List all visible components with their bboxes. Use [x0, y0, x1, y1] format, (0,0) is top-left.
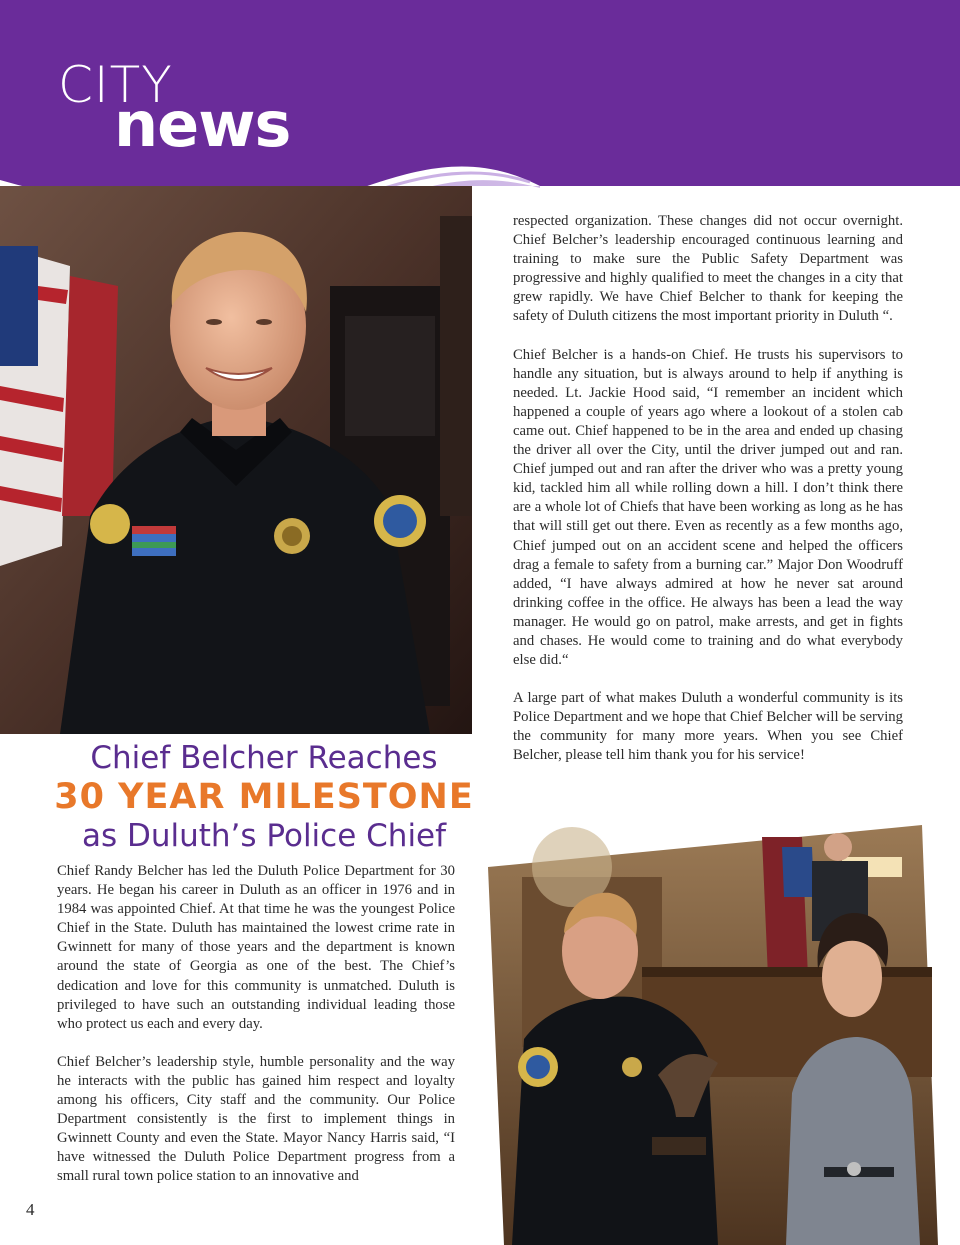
chief-portrait-photo: [0, 186, 472, 734]
headline-line-2: 30 YEAR MILESTONE: [54, 777, 474, 817]
award-ceremony-photo: [482, 817, 944, 1245]
article-headline: [40, 738, 488, 856]
article-paragraph: Chief Belcher’s leadership style, humble personality and the way he interacts with the public has gained him respect and loyalty among his officers, City staff and the community. Our Police Department consistently is the first to implement things in Gwinnett County and even the State. Mayor Nancy Harris said, “I have witnessed the Duluth Police Department progress from a small rural town police station to an innovative and: [57, 1053, 455, 1185]
article-column-left: [57, 862, 455, 1187]
article-paragraph: Chief Randy Belcher has led the Duluth Police Department for 30 years. He began his career in Duluth as an officer in 1976 and in 1984 was appointed Chief. At that time he was the youngest Police Chief in the State. Duluth has maintained the lowest crime rate in Gwinnett for many of those years and the department is known around the state of Georgia as one of the best. The Chief’s dedication and love for this community is unmatched. Duluth is privileged to have such an outstanding individual leading those who protect us each and every day.: [57, 863, 455, 1032]
headline-line-1: Chief Belcher Reaches: [90, 740, 438, 776]
masthead-city: CITY: [58, 56, 173, 114]
headline-line-3: as Duluth’s Police Chief: [81, 818, 447, 854]
article-column-right: [513, 212, 903, 766]
masthead-news: news: [114, 88, 291, 161]
page-number: 4: [26, 1200, 35, 1219]
article-paragraph: A large part of what makes Duluth a wonderful community is its Police Department and we hope that Chief Belcher will be serving the community for many more years. When you see Chief Belcher, please tell him thank you for his service!: [513, 690, 903, 764]
article-paragraph: Chief Belcher is a hands-on Chief. He trusts his supervisors to handle any situation, but is always around to help if anything is needed. Lt. Jackie Hood said, “I remember an incident which happened a couple of years ago where a lookout of a stolen cab came out. Chief happened to be in the area and ended up chasing the driver all over the City, until the driver jumped out and ran. Chief jumped out and ran after the driver who was a pretty young kid, tackled him all while rolling down a hill. I don’t think there are a whole lot of Chiefs that have been working as long as he has that will still get out there. Even as recently as a few months ago, Chief jumped out on an accident scene and helped the officers drag a female to safety from a burning car.” Major Don Woodruff added, “I have always admired at how he never sat around drinking coffee in the office. He always has been a lead the way manager. He would go on patrol, make arrests, and get in fights and chases. He would come to training and do what everybody else did.“: [513, 346, 903, 669]
article-paragraph: respected organization. These changes did not occur overnight. Chief Belcher’s leadership encouraged continuous learning and training to make sure the Public Safety Department was progressive and highly qualified to meet the changes in a city that grew rapidly. We have Chief Belcher to thank for keeping the safety of Duluth citizens the most important priority in Duluth “.: [513, 213, 903, 325]
